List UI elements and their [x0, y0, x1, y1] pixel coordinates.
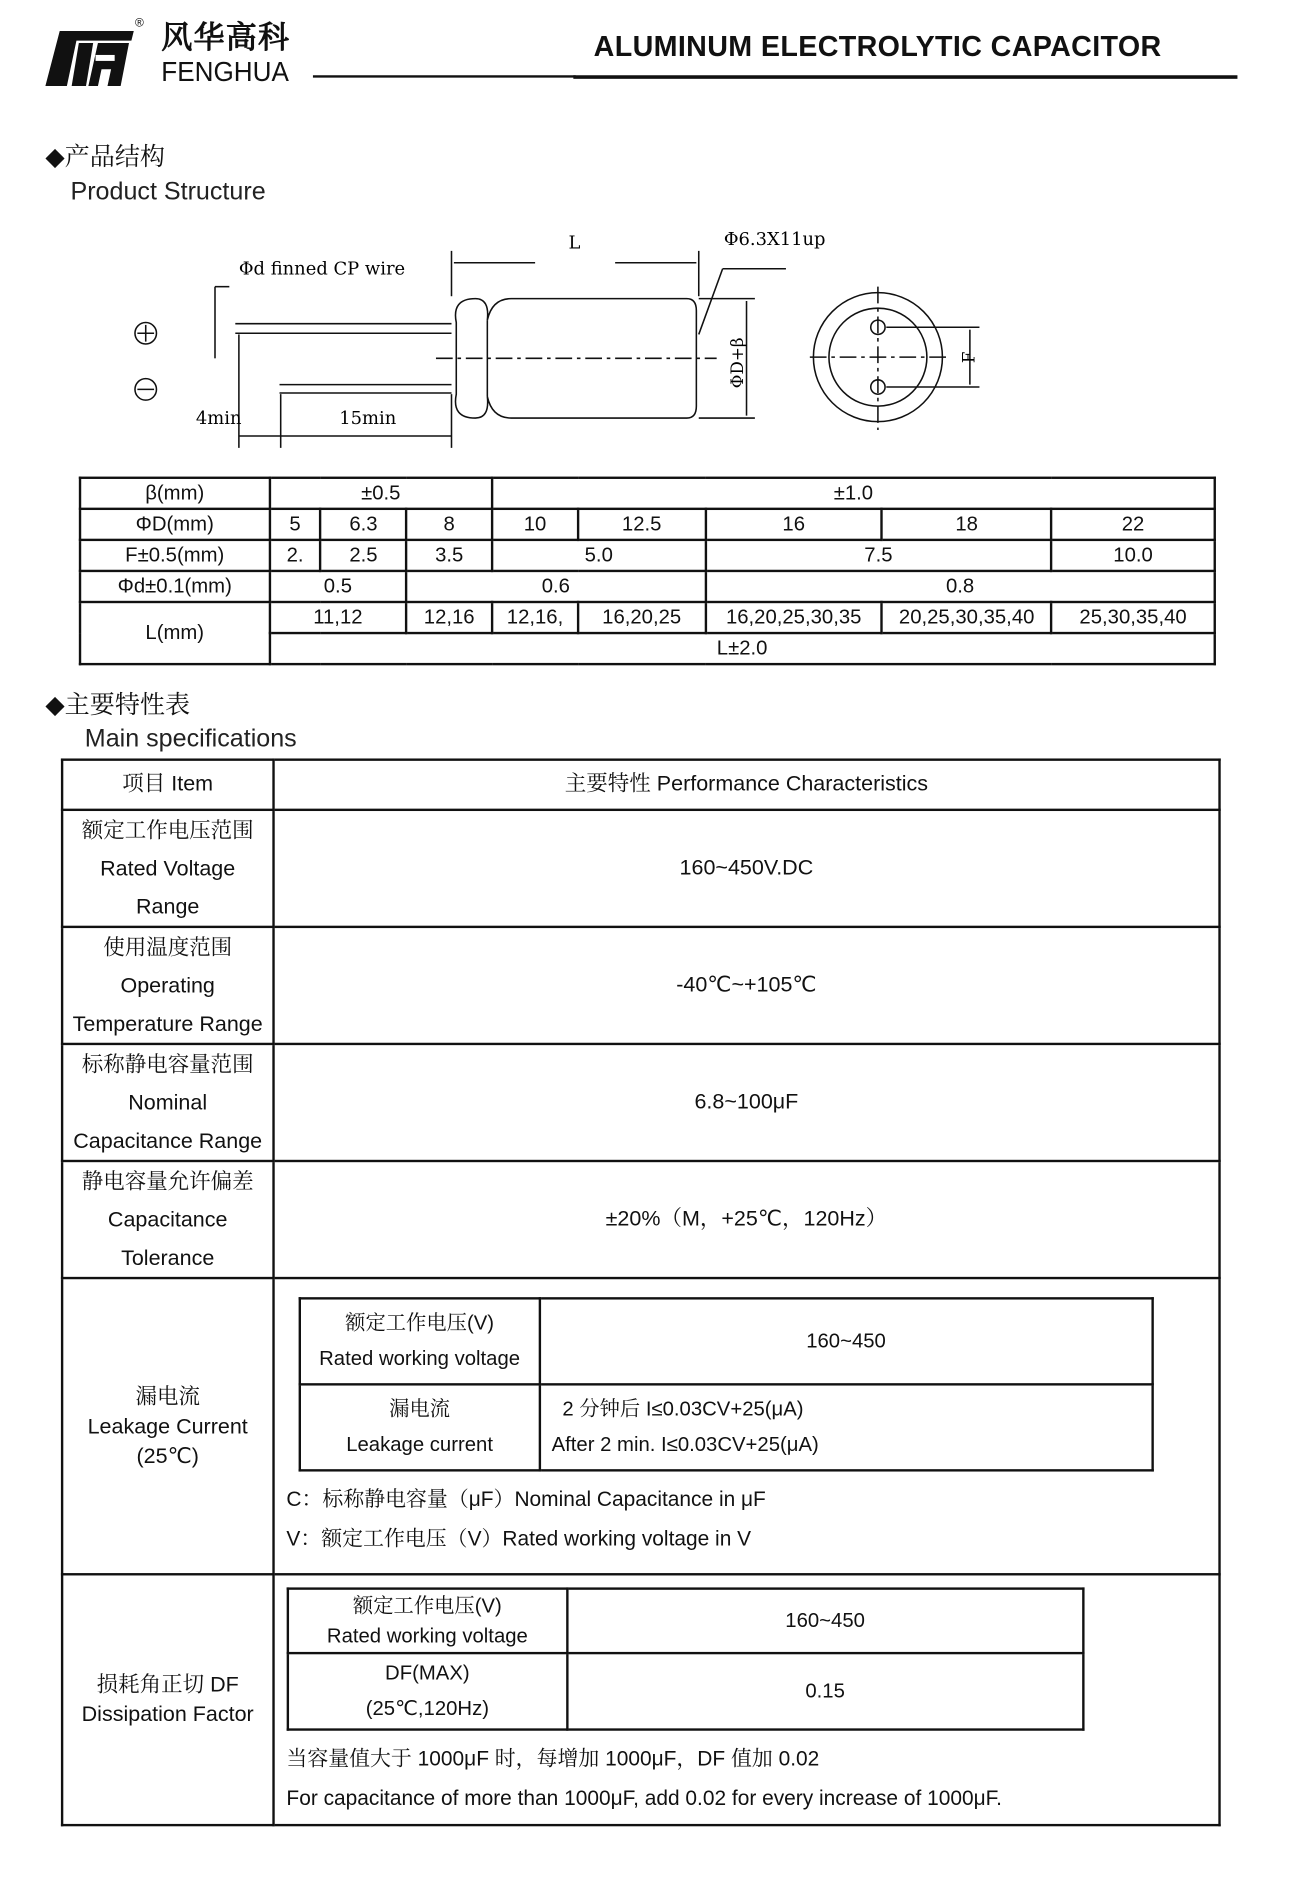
note: C：标称静电容量（μF）Nominal Capacitance in μF	[286, 1487, 766, 1511]
document-title: ALUMINUM ELECTROLYTIC CAPACITOR	[593, 31, 1162, 64]
item-en: Rated Voltage	[100, 856, 236, 881]
length-label: L	[568, 232, 581, 254]
spec-row-df	[62, 1574, 1219, 1825]
header-rule-thick	[573, 75, 1237, 79]
item-cn: 静电容量允许偏差	[81, 1169, 254, 1194]
brand-en: FENGHUA	[161, 56, 289, 88]
cell: 16,20,25	[578, 602, 706, 633]
spec-row	[62, 927, 1219, 1044]
row-label: ΦD(mm)	[80, 509, 269, 540]
cell: 12,16,	[492, 602, 578, 633]
section-subheading-structure: Product Structure	[70, 177, 266, 206]
lead-15min-label: 15min	[339, 408, 397, 430]
item-en: Temperature Range	[72, 1011, 263, 1036]
item-en: Capacitance	[107, 1207, 228, 1232]
cell: 12.5	[578, 509, 706, 540]
header-performance: 主要特性 Performance Characteristics	[273, 760, 1219, 810]
item-en: Capacitance Range	[73, 1128, 263, 1153]
spec-row	[62, 810, 1219, 927]
row-label: Φd±0.1(mm)	[80, 571, 269, 602]
row-wire	[80, 571, 1215, 602]
sub-label: DF(MAX)	[385, 1661, 470, 1685]
sub-value: 2 分钟后 I≤0.03CV+25(μA)	[562, 1397, 804, 1421]
item-en: Leakage Current	[87, 1413, 248, 1438]
registered-mark: ®	[134, 16, 144, 30]
cell: ±1.0	[492, 478, 1215, 509]
item-en: Nominal	[128, 1090, 208, 1115]
item-cn: 漏电流	[135, 1383, 200, 1408]
section-heading-specs: ◆主要特性表	[45, 691, 191, 720]
cell: 22	[1051, 509, 1214, 540]
item-cn: 标称静电容量范围	[81, 1052, 254, 1077]
row-label: L(mm)	[80, 602, 269, 664]
spec-header-row	[62, 760, 1219, 810]
dimension-table	[79, 477, 1216, 666]
sub-value: 0.15	[567, 1653, 1083, 1729]
cell: 0.5	[269, 571, 406, 602]
cell: ±0.5	[269, 478, 492, 509]
cell: 6.3	[321, 509, 407, 540]
wire-label: Φd finned CP wire	[238, 258, 406, 280]
brand-cn: 风华高科	[161, 19, 291, 55]
cell: 2.5	[321, 540, 407, 571]
spec-value: -40℃~+105℃	[273, 927, 1219, 1044]
cell: 18	[882, 509, 1051, 540]
sub-value: 160~450	[567, 1589, 1083, 1653]
cell: 5	[269, 509, 320, 540]
pitch-label: F	[958, 351, 979, 364]
note: V：额定工作电压（V）Rated working voltage in V	[286, 1526, 752, 1551]
note: 当容量值大于 1000μF 时，每增加 1000μF，DF 值加 0.02	[286, 1746, 820, 1771]
section-heading-structure: ◆产品结构	[45, 143, 166, 171]
sub-label: (25℃,120Hz)	[365, 1697, 489, 1720]
cell: 0.6	[406, 571, 705, 602]
section-subheading-specs: Main specifications	[84, 725, 297, 753]
item-en: Dissipation Factor	[81, 1702, 254, 1726]
cell: 8	[406, 509, 492, 540]
sub-label-cn: 额定工作电压(V)	[352, 1594, 502, 1618]
spec-row-leakage	[62, 1278, 1219, 1574]
cell: 12,16	[406, 602, 492, 633]
item-en: Range	[136, 894, 200, 919]
spec-value: ±20%（M，+25℃，120Hz）	[273, 1161, 1219, 1278]
row-pitch	[80, 540, 1215, 571]
row-diameter	[80, 509, 1215, 540]
row-beta	[80, 478, 1215, 509]
spec-value: 6.8~100μF	[273, 1044, 1219, 1161]
fenghua-logo	[43, 24, 139, 91]
spec-row	[62, 1161, 1219, 1278]
sub-value: 160~450	[540, 1298, 1153, 1384]
spec-value: 160~450V.DC	[273, 810, 1219, 927]
header-item: 项目 Item	[62, 760, 273, 810]
capacitor-structure-diagram	[0, 215, 1290, 454]
cell: 20,25,30,35,40	[882, 602, 1051, 633]
sub-label-en: Leakage current	[346, 1433, 493, 1457]
header-rule	[313, 75, 576, 77]
cell: 5.0	[492, 540, 705, 571]
diameter-label: ΦD+β	[726, 337, 747, 389]
note: For capacitance of more than 1000μF, add 0.02 for every increase of 1000μF.	[286, 1785, 1002, 1810]
sub-label-cn: 漏电流	[389, 1397, 451, 1421]
cell: 25,30,35,40	[1051, 602, 1214, 633]
sub-label-en: Rated working voltage	[319, 1347, 521, 1371]
cell: L±2.0	[269, 633, 1214, 664]
lead-4min-label: 4min	[195, 408, 242, 430]
row-label: F±0.5(mm)	[80, 540, 269, 571]
cell: 10	[492, 509, 578, 540]
spec-row	[62, 1044, 1219, 1161]
item-en: Tolerance	[121, 1245, 215, 1270]
sub-value: After 2 min. I≤0.03CV+25(μA)	[551, 1433, 819, 1457]
sleeve-label: Φ6.3X11up	[723, 228, 826, 250]
item-en: Operating	[120, 973, 215, 998]
item-cn: 损耗角正切 DF	[96, 1672, 239, 1697]
df-subtable	[286, 1587, 1084, 1730]
item-cn: 使用温度范围	[103, 935, 233, 960]
cell: 7.5	[705, 540, 1051, 571]
item-cn: 额定工作电压范围	[81, 818, 254, 843]
item-condition: (25℃)	[136, 1443, 199, 1468]
row-length	[80, 602, 1215, 633]
cell: 16,20,25,30,35	[705, 602, 882, 633]
cell: 11,12	[269, 602, 406, 633]
cell: 10.0	[1051, 540, 1214, 571]
cell: 16	[705, 509, 882, 540]
specifications-table	[61, 758, 1221, 1826]
cell: 2.	[269, 540, 320, 571]
cell: 3.5	[406, 540, 492, 571]
sub-label-cn: 额定工作电压(V)	[345, 1311, 495, 1335]
leakage-subtable	[298, 1297, 1153, 1471]
cell: 0.8	[705, 571, 1214, 602]
row-label: β(mm)	[80, 478, 269, 509]
sub-label-en: Rated working voltage	[326, 1624, 528, 1648]
